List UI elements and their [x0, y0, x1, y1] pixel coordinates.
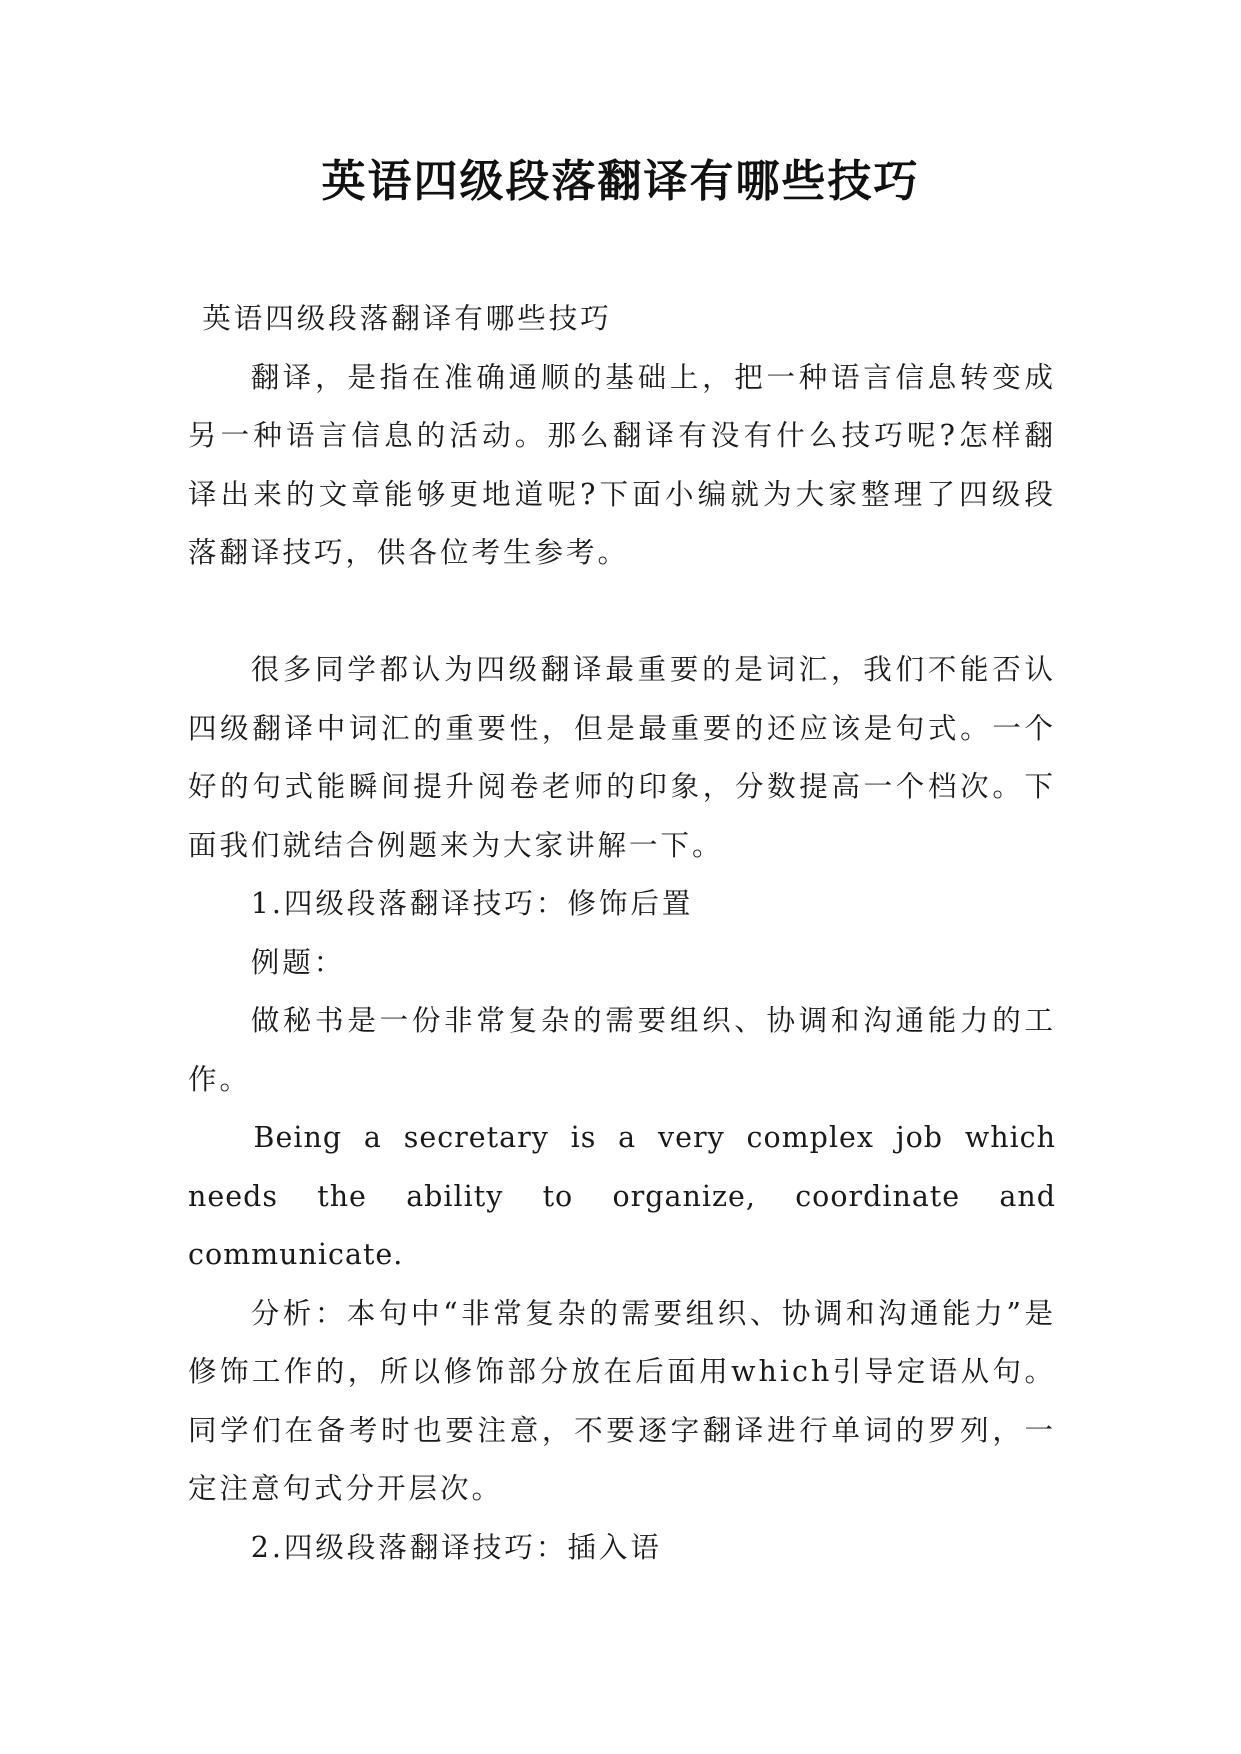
example-english-translation: Being a secretary is a very complex job which needs the ability to organize, coordinate and communicate.	[188, 1121, 1056, 1271]
intro-paragraph: 翻译，是指在准确通顺的基础上，把一种语言信息转变成另一种语言信息的活动。那么翻译有没有什么技巧呢?怎样翻译出来的文章能够更地道呢?下面小编就为大家整理了四级段落翻译技巧，供各位考生参考。	[188, 360, 1056, 569]
subtitle-line: 英语四级段落翻译有哪些技巧	[202, 302, 612, 335]
vocabulary-paragraph: 很多同学都认为四级翻译最重要的是词汇，我们不能否认四级翻译中词汇的重要性，但是最重要的还应该是句式。一个好的句式能瞬间提升阅卷老师的印象，分数提高一个档次。下面我们就结合例题来为大家讲解一下。	[188, 653, 1056, 862]
section-heading-1: 1.四级段落翻译技巧：修饰后置	[250, 887, 694, 920]
document-body	[188, 290, 1056, 1577]
example-chinese-sentence: 做秘书是一份非常复杂的需要组织、协调和沟通能力的工作。	[188, 1004, 1056, 1096]
paragraph-spacer	[188, 583, 1056, 642]
example-label: 例题：	[250, 945, 346, 979]
document-title: 英语四级段落翻译有哪些技巧	[321, 156, 920, 207]
analysis-paragraph: 分析：本句中“非常复杂的需要组织、协调和沟通能力”是修饰工作的，所以修饰部分放在后面用which引导定语从句。同学们在备考时也要注意，不要逐字翻译进行单词的罗列，一定注意句式分开层次。	[188, 1296, 1056, 1505]
section-heading-2: 2.四级段落翻译技巧：插入语	[250, 1530, 662, 1564]
